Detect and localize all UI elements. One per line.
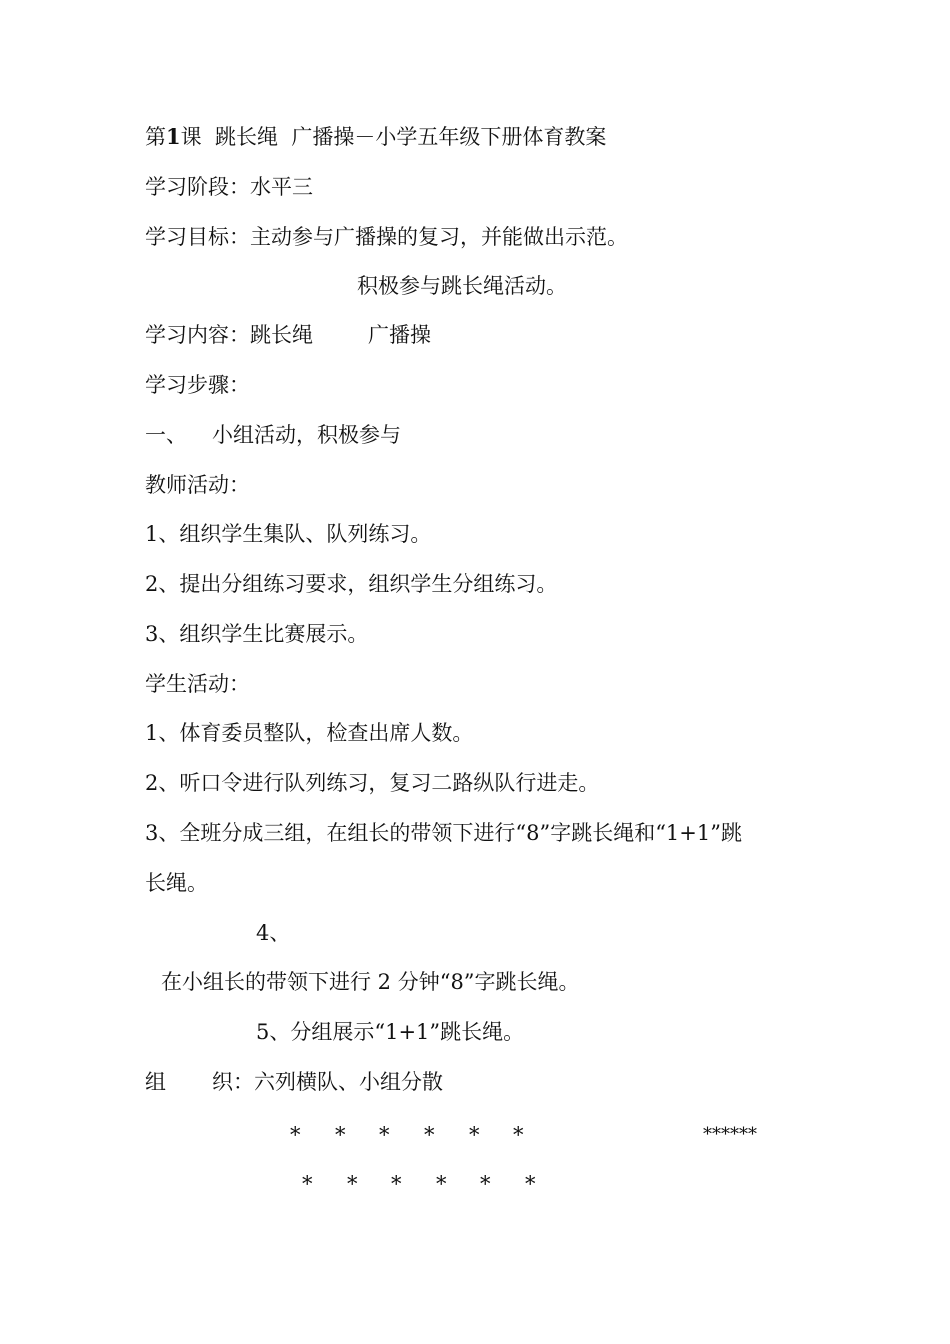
formation-star: * xyxy=(290,1123,301,1147)
student-activity-label: 学生活动： xyxy=(145,672,250,696)
lesson-title xyxy=(145,124,606,150)
formation-star: * xyxy=(302,1172,313,1196)
formation-star: * xyxy=(347,1172,358,1196)
student-item-continued: 长绳。 xyxy=(145,871,208,895)
step1-number: 一、 xyxy=(145,423,187,447)
formation-star: * xyxy=(480,1172,491,1196)
student-item: 2、听口令进行队列练习，复习二路纵队行进走。 xyxy=(145,771,600,795)
formation-star: * xyxy=(436,1172,447,1196)
title-number: 1 xyxy=(166,124,181,149)
student-item: 1、体育委员整队，检查出席人数。 xyxy=(145,721,474,745)
study-goal-line2: 积极参与跳长绳活动。 xyxy=(357,274,567,298)
title-prefix: 第 xyxy=(145,125,166,149)
formation-star-group: ****** xyxy=(703,1124,757,1145)
study-stage: 学习阶段：水平三 xyxy=(145,175,313,199)
study-steps-label: 学习步骤： xyxy=(145,373,250,397)
step1-text: 小组活动，积极参与 xyxy=(212,423,401,447)
student-item: 3、全班分成三组，在组长的带领下进行“8”字跳长绳和“1+1”跳 xyxy=(145,821,742,845)
teacher-activity-label: 教师活动： xyxy=(145,473,250,497)
title-text: 课 跳长绳 广播操－小学五年级下册体育教案 xyxy=(180,125,607,149)
study-goal-line1: 学习目标：主动参与广播操的复习，并能做出示范。 xyxy=(145,225,628,249)
formation-star: * xyxy=(335,1123,346,1147)
teacher-item: 1、组织学生集队、队列练习。 xyxy=(145,522,432,546)
formation-star: * xyxy=(469,1123,480,1147)
organization-text: 织：六列横队、小组分散 xyxy=(212,1070,443,1094)
organization-label-a: 组 xyxy=(145,1070,166,1094)
formation-star: * xyxy=(513,1123,524,1147)
formation-star: * xyxy=(391,1172,402,1196)
formation-star: * xyxy=(525,1172,536,1196)
item4-number: 4、 xyxy=(256,921,291,945)
teacher-item: 2、提出分组练习要求，组织学生分组练习。 xyxy=(145,572,558,596)
formation-star: * xyxy=(379,1123,390,1147)
teacher-item: 3、组织学生比赛展示。 xyxy=(145,622,369,646)
formation-star: * xyxy=(424,1123,435,1147)
item4-text: 在小组长的带领下进行 2 分钟“8”字跳长绳。 xyxy=(161,970,580,994)
study-content-label: 学习内容：跳长绳 xyxy=(145,323,313,347)
study-content-item: 广播操 xyxy=(368,323,431,347)
item5-text: 5、分组展示“1+1”跳长绳。 xyxy=(256,1020,525,1044)
